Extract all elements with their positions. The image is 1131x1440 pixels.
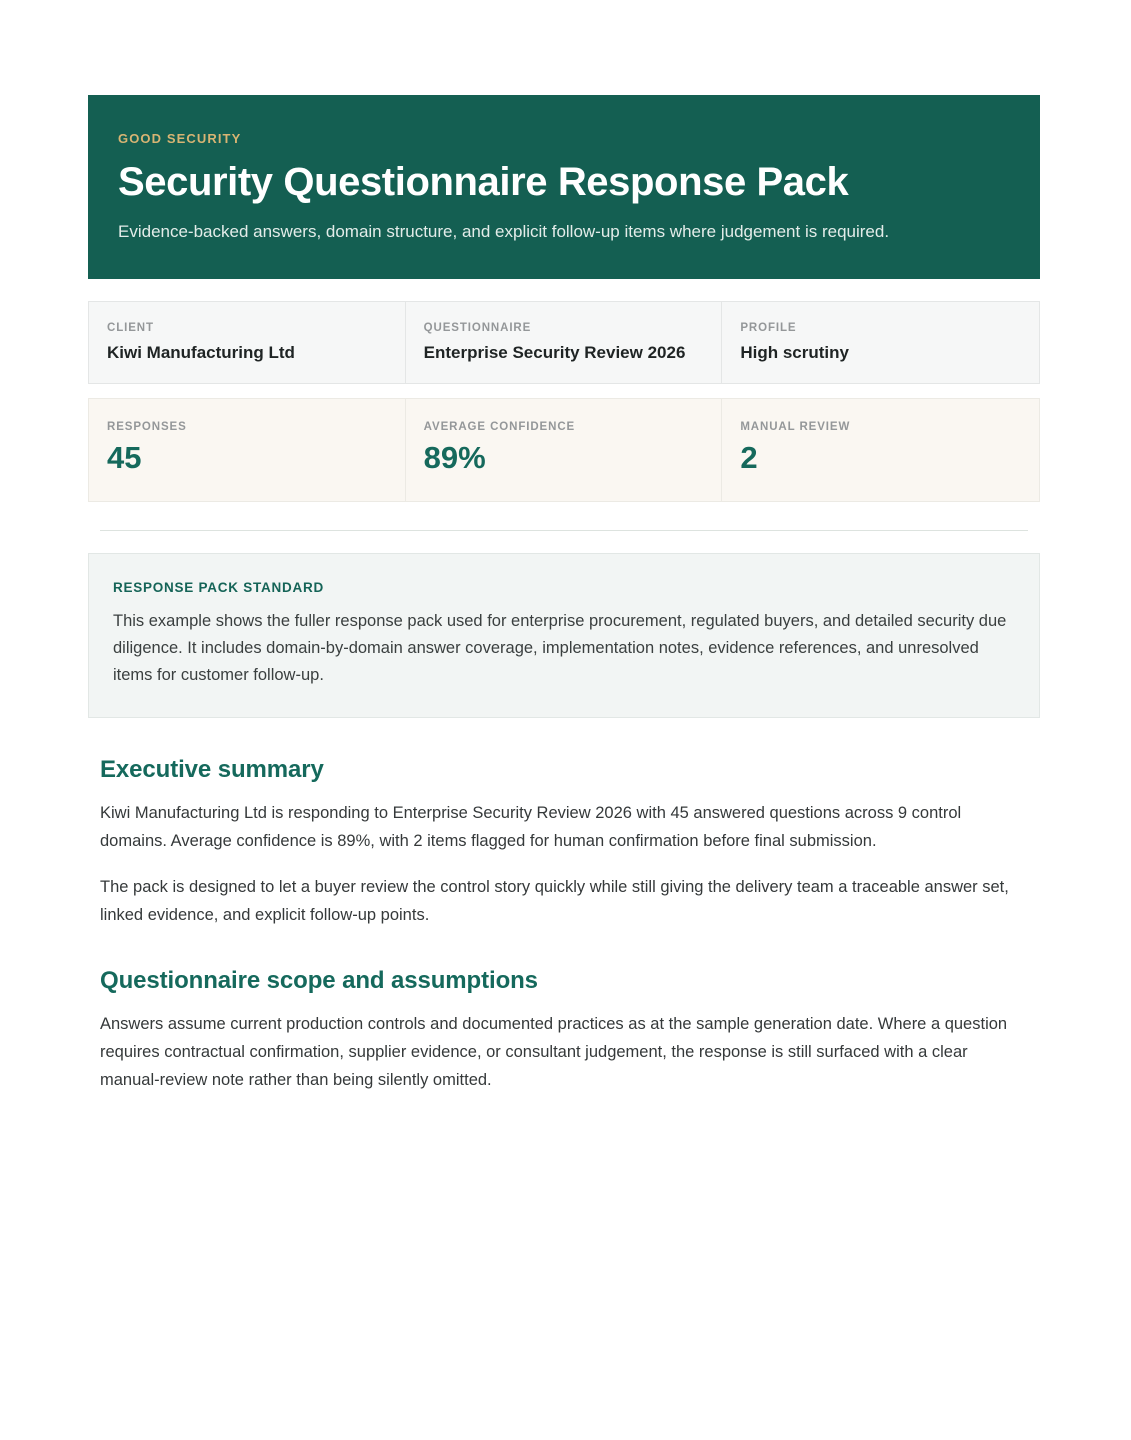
section-paragraph: The pack is designed to let a buyer review the control story quickly while still giving the delivery team a traceable answer set, linked evidence, and explicit follow-up points. <box>100 877 1009 924</box>
section-executive-summary <box>88 756 1040 929</box>
meta-card-value: High scrutiny <box>740 343 849 363</box>
meta-card-questionnaire <box>406 302 723 383</box>
section-divider <box>100 530 1028 531</box>
stat-card-value: 89% <box>423 440 486 476</box>
stat-card-responses <box>89 399 406 501</box>
section-questionnaire-scope <box>88 967 1040 1094</box>
brand-eyebrow: GOOD SECURITY <box>118 131 242 146</box>
stat-card-label: RESPONSES <box>107 421 187 434</box>
hero-banner <box>88 95 1040 279</box>
meta-card-client <box>89 302 406 383</box>
section-paragraph: Answers assume current production controls and documented practices as at the sample generation date. Where a question requires contractual confirmation, supplier evidence, or consultant judgement, the response is still surfaced with a clear manual-review note rather than being silently omitted. <box>100 1015 1008 1089</box>
meta-card-label: PROFILE <box>740 322 797 335</box>
section-heading: Executive summary <box>100 756 324 784</box>
meta-card-label: QUESTIONNAIRE <box>423 322 532 335</box>
stat-card-value: 45 <box>107 440 142 476</box>
stat-card-average-confidence <box>406 399 723 501</box>
stat-card-value: 2 <box>740 440 758 476</box>
stat-card-label: AVERAGE CONFIDENCE <box>423 421 576 434</box>
callout-title: RESPONSE PACK STANDARD <box>113 579 325 595</box>
section-heading: Questionnaire scope and assumptions <box>100 967 538 995</box>
stat-card-label: MANUAL REVIEW <box>740 421 851 434</box>
meta-card-label: CLIENT <box>107 322 154 335</box>
meta-card-value: Kiwi Manufacturing Ltd <box>107 343 295 363</box>
stat-card-row <box>88 398 1040 502</box>
section-paragraph: Kiwi Manufacturing Ltd is responding to Enterprise Security Review 2026 with 45 answered questions across 9 control domains. Average confidence is 89%, with 2 items flagged for human confirmation before final submission. <box>100 804 962 851</box>
page-title: Security Questionnaire Response Pack <box>118 160 849 204</box>
page-subtitle: Evidence-backed answers, domain structure, and explicit follow-up items where judgement is required. <box>118 221 890 241</box>
meta-card-value: Enterprise Security Review 2026 <box>423 343 686 363</box>
response-pack-standard-callout <box>88 553 1040 719</box>
stat-card-manual-review <box>722 399 1039 501</box>
callout-body: This example shows the fuller response pack used for enterprise procurement, regulated buyers, and detailed security due diligence. It includes domain-by-domain answer coverage, implementation notes, evidence references, and unresolved items for customer follow-up. <box>113 611 1007 685</box>
meta-card-row <box>88 301 1040 384</box>
meta-card-profile <box>722 302 1039 383</box>
